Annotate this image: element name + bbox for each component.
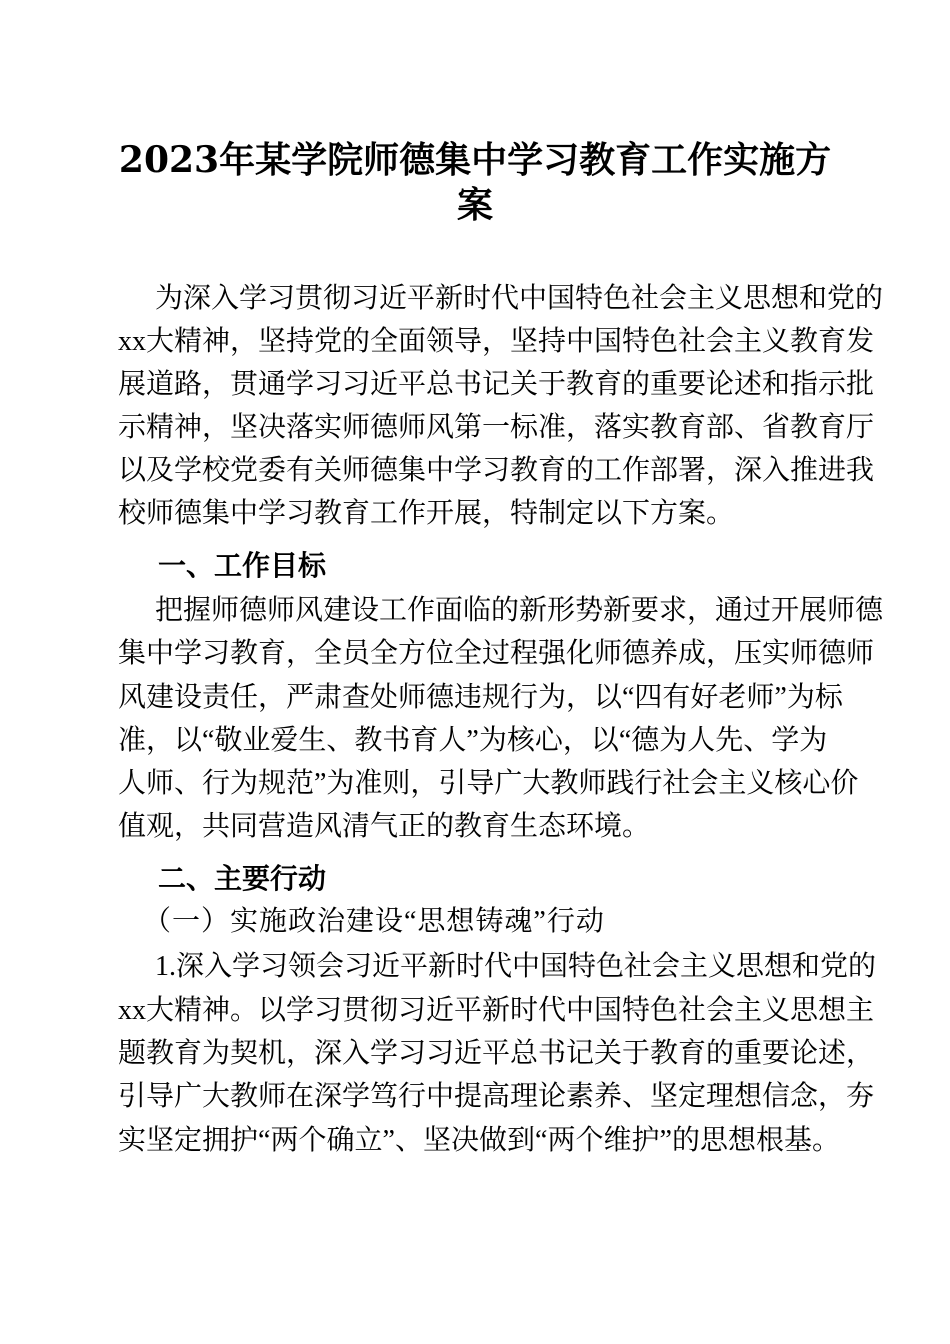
paragraph-line: xx大精神，坚持党的全面领导，坚持中国特色社会主义教育发: [118, 326, 875, 357]
paragraph-line: 示精神，坚决落实师德师风第一标准，落实教育部、省教育厅: [118, 412, 875, 443]
section-heading-actions: 二、主要行动: [158, 862, 327, 895]
paragraph-line: 以及学校党委有关师德集中学习教育的工作部署，深入推进我: [118, 455, 875, 486]
paragraph-line: 题教育为契机，深入学习习近平总书记关于教育的重要论述，: [118, 1038, 875, 1069]
document-title-line-2: 案: [456, 184, 493, 226]
paragraph-line: 集中学习教育，全员全方位全过程强化师德养成，压实师德师: [118, 638, 875, 669]
paragraph-line: 1.深入学习领会习近平新时代中国特色社会主义思想和党的: [155, 951, 877, 982]
paragraph-line: 引导广大教师在深学笃行中提高理论素养、坚定理想信念，夯: [118, 1081, 875, 1112]
paragraph-line: 为深入学习贯彻习近平新时代中国特色社会主义思想和党的: [155, 283, 884, 314]
paragraph-line: 展道路，贯通学习习近平总书记关于教育的重要论述和指示批: [118, 369, 875, 400]
paragraph-line: 人师、行为规范”为准则，引导广大教师践行社会主义核心价: [118, 768, 859, 799]
paragraph-line: 校师德集中学习教育工作开展，特制定以下方案。: [118, 498, 735, 529]
paragraph-line: 把握师德师风建设工作面临的新形势新要求，通过开展师德: [155, 595, 884, 626]
paragraph-line: 风建设责任，严肃查处师德违规行为，以“四有好老师”为标: [118, 682, 843, 713]
paragraph-line: 值观，共同营造风清气正的教育生态环境。: [118, 811, 651, 842]
subsection-heading: （一）实施政治建设“思想铸魂”行动: [143, 906, 605, 937]
section-heading-goals: 一、工作目标: [158, 549, 327, 582]
paragraph-line: xx大精神。以学习贯彻习近平新时代中国特色社会主义思想主: [118, 995, 875, 1026]
paragraph-line: 实坚定拥护“两个确立”、坚决做到“两个维护”的思想根基。: [118, 1125, 840, 1156]
paragraph-line: 准，以“敬业爱生、教书育人”为核心，以“德为人先、学为: [118, 725, 828, 756]
document-title-line-1: 2023年某学院师德集中学习教育工作实施方: [118, 139, 832, 181]
